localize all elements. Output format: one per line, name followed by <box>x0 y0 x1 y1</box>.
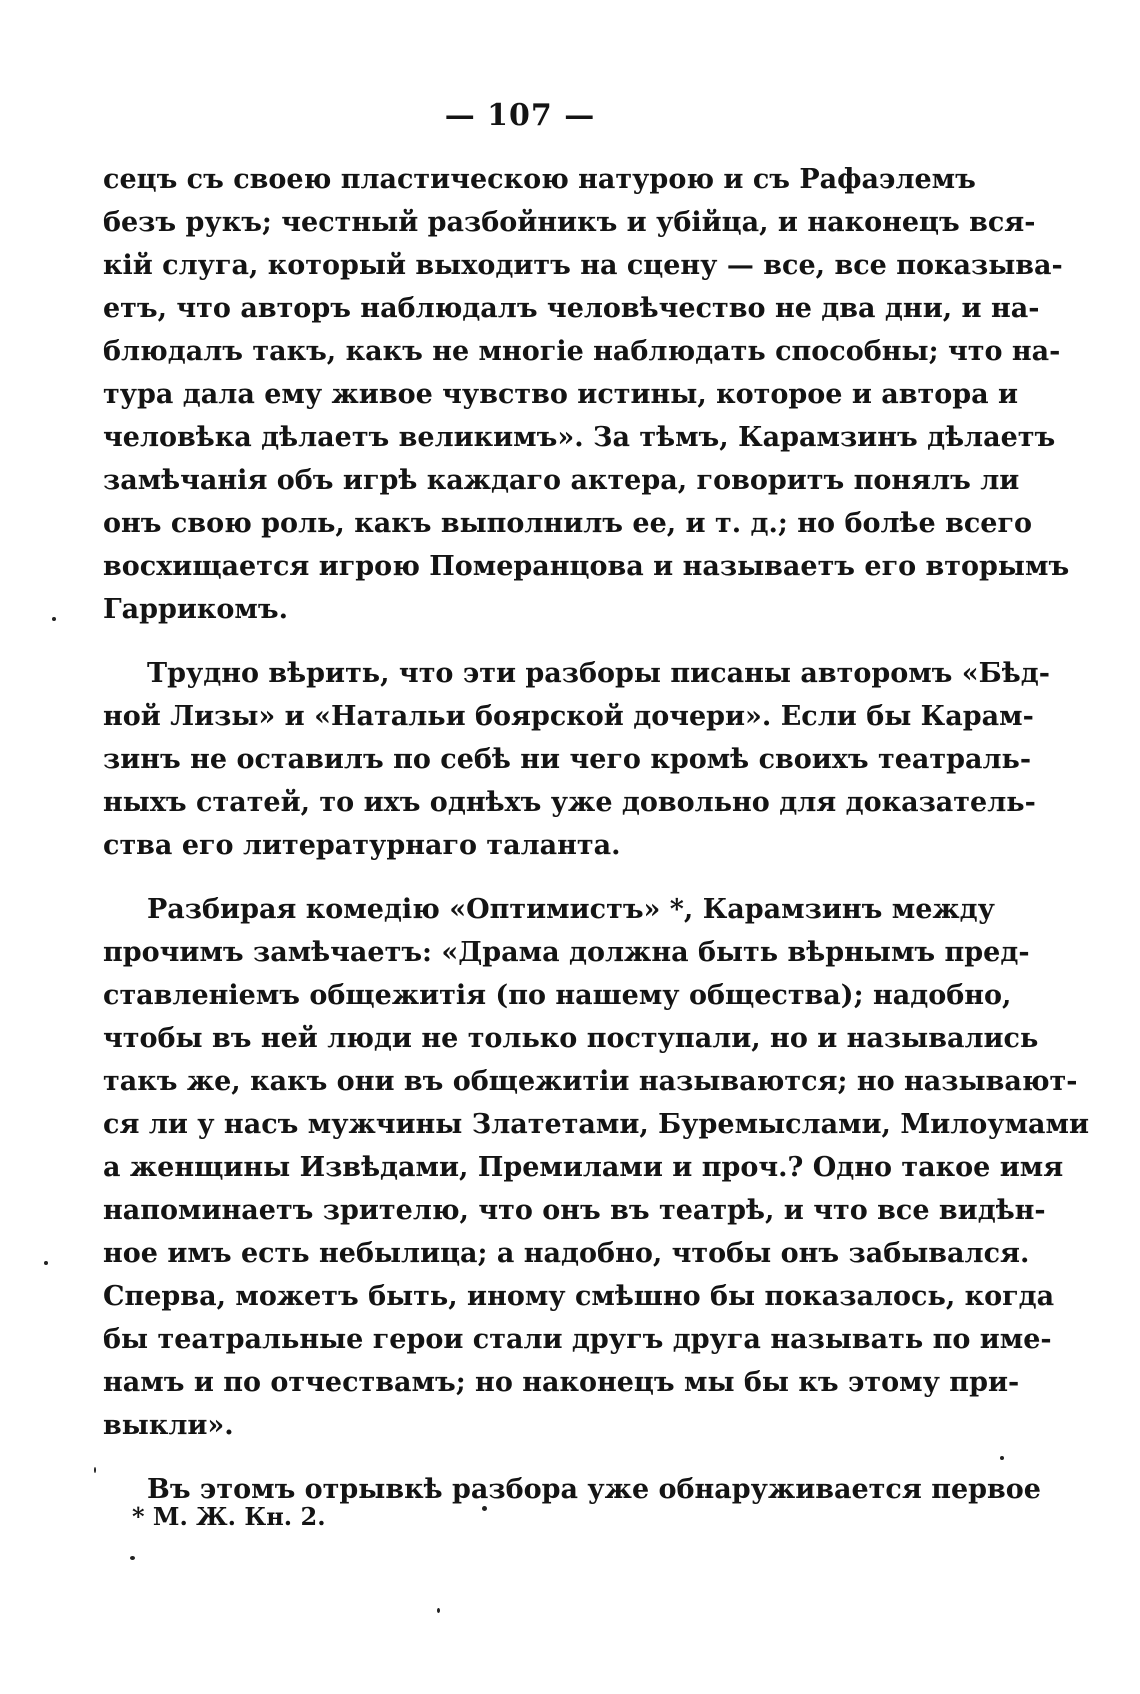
text-line: ное имъ есть небылица; а надобно, чтобы онъ забывался. <box>103 1238 1030 1269</box>
text-line: бы театральные герои стали другъ друга называть по име- <box>103 1324 1052 1355</box>
text-line: тура дала ему живое чувство истины, которое и автора и <box>103 379 1019 410</box>
text-line: безъ рукъ; честный разбойникъ и убійца, и наконецъ вся- <box>103 207 1036 238</box>
text-line: прочимъ замѣчаетъ: «Драма должна быть вѣрнымъ пред- <box>103 937 1030 968</box>
text-line: Сперва, можетъ быть, иному смѣшно бы показалось, когда <box>103 1281 1055 1312</box>
text-line: етъ, что авторъ наблюдалъ человѣчество не два дни, и на- <box>103 293 1040 324</box>
text-line: кій слуга, который выходитъ на сцену — все, все показыва- <box>103 250 1063 281</box>
text-line: замѣчанія объ игрѣ каждаго актера, говоритъ понялъ ли <box>103 465 1020 496</box>
text-line: Разбирая комедію «Оптимистъ» *, Карамзинъ между <box>147 894 995 925</box>
text-line: намъ и по отчествамъ; но наконецъ мы бы къ этому при- <box>103 1367 1020 1398</box>
paragraph <box>103 158 1070 631</box>
scan-speck <box>437 1608 440 1613</box>
scan-speck <box>1000 1456 1004 1460</box>
text-line: такъ же, какъ они въ общежитіи называются; но называют- <box>103 1066 1078 1097</box>
scan-speck <box>52 617 56 621</box>
text-line: выкли». <box>103 1410 234 1441</box>
text-line: Трудно вѣрить, что эти разборы писаны авторомъ «Бѣд- <box>147 658 1050 689</box>
scan-speck <box>482 1506 487 1511</box>
text-line: блюдалъ такъ, какъ не многіе наблюдать способны; что на- <box>103 336 1061 367</box>
scan-speck <box>44 1261 48 1265</box>
footnote: * М. Ж. Кн. 2. <box>132 1502 326 1531</box>
paragraph <box>103 652 1050 867</box>
paragraph <box>103 888 1090 1447</box>
text-line: человѣка дѣлаетъ великимъ». За тѣмъ, Карамзинъ дѣлаетъ <box>103 422 1056 453</box>
text-line: Гаррикомъ. <box>103 594 288 625</box>
text-line: сецъ съ своею пластическою натурою и съ Рафаэлемъ <box>103 164 976 195</box>
text-line: восхищается игрою Померанцова и называетъ его вторымъ <box>103 551 1070 582</box>
text-line: чтобы въ ней люди не только поступали, но и назывались <box>103 1023 1039 1054</box>
text-line: ся ли у насъ мужчины Златетами, Буремыслами, Милоумами <box>103 1109 1090 1140</box>
text-line: ныхъ статей, то ихъ однѣхъ уже довольно для доказатель- <box>103 787 1036 818</box>
body-text <box>103 158 1090 1511</box>
text-line: ства его литературнаго таланта. <box>103 830 621 861</box>
text-line: Въ этомъ отрывкѣ разбора уже обнаруживается первое <box>147 1474 1041 1505</box>
scan-speck <box>94 1467 96 1473</box>
text-line: онъ свою роль, какъ выполнилъ ее, и т. д.; но болѣе всего <box>103 508 1032 539</box>
text-line: зинъ не оставилъ по себѣ ни чего кромѣ своихъ театраль- <box>103 744 1032 775</box>
text-line: а женщины Извѣдами, Премилами и проч.? Одно такое имя <box>103 1152 1064 1183</box>
text-line: напоминаетъ зрителю, что онъ въ театрѣ, и что все видѣн- <box>103 1195 1046 1226</box>
text-line: ставленіемъ общежитія (по нашему общества); надобно, <box>103 980 1012 1011</box>
page-number: — 107 — <box>444 98 596 133</box>
scan-speck <box>130 1556 135 1560</box>
text-line: ной Лизы» и «Натальи боярской дочери». Если бы Карам- <box>103 701 1034 732</box>
